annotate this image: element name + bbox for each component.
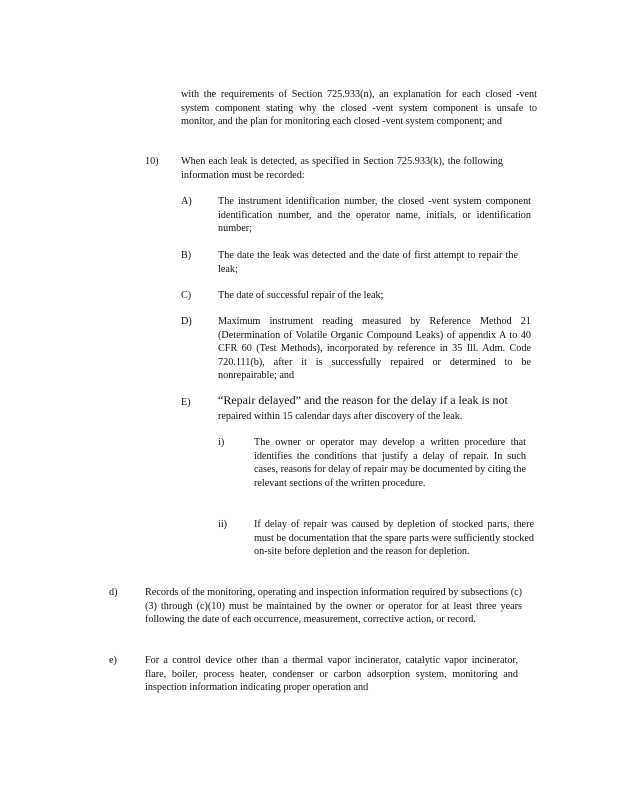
item-A-label: A)	[181, 196, 192, 207]
item-d-text: Records of the monitoring, operating and inspection information required by subsections (c)(3) through (c)(10) must be maintained by the owner or operator for at least three years following the date of each occurrence, measurement, corrective action, or record.	[145, 587, 522, 626]
item-B-text: The date the leak was detected and the date of first attempt to repair the leak;	[218, 250, 518, 275]
item-B-label: B)	[181, 250, 192, 261]
item-i-text: The owner or operator may develop a written procedure that identifies the conditions that justify a delay of repair. In such cases, reasons for delay of repair may be documented by citing the relevant sections of the written procedure.	[254, 437, 526, 489]
item-ii-label: ii)	[218, 519, 228, 530]
item-D-label: D)	[181, 316, 192, 327]
continuation-paragraph: with the requirements of Section 725.933(n), an explanation for each closed -vent system component stating why the closed -vent system component is unsafe to monitor, and the plan for monitoring each closed -vent system component; and	[181, 89, 537, 128]
item-e-label: e)	[109, 655, 117, 666]
item-e-text: For a control device other than a thermal vapor incinerator, catalytic vapor incinerator, flare, boiler, process heater, condenser or carbon adsorption system, monitoring and inspection information indicating proper operation and	[145, 655, 518, 694]
item-i-label: i)	[218, 437, 225, 448]
item-C-text: The date of successful repair of the leak;	[218, 290, 384, 301]
item-E-text-rest: repaired within 15 calendar days after discovery of the leak.	[218, 411, 463, 422]
item-E-label: E)	[181, 397, 191, 408]
item-D-text: Maximum instrument reading measured by Reference Method 21 (Determination of Volatile Organic Compound Leaks) of appendix A to 40 CFR 60 (Test Methods), incorporated by reference in 35 Ill. Adm. Code 720.111(b), after it is successfully repaired or determined to be nonrepairable; and	[218, 316, 531, 382]
item-10-label: 10)	[145, 156, 159, 167]
item-ii-text: If delay of repair was caused by depletion of stocked parts, there must be documentation that the spare parts were sufficiently stocked on-site before depletion and the reason for depletion.	[254, 519, 534, 558]
item-A-text: The instrument identification number, the closed -vent system component identification number, and the operator name, initials, or identification number;	[218, 196, 531, 235]
item-10-text: When each leak is detected, as specified in Section 725.933(k), the following information must be recorded:	[181, 156, 503, 181]
item-E-text-large: “Repair delayed” and the reason for the delay if a leak is not	[218, 393, 508, 407]
item-d-label: d)	[109, 587, 118, 598]
item-C-label: C)	[181, 290, 192, 301]
